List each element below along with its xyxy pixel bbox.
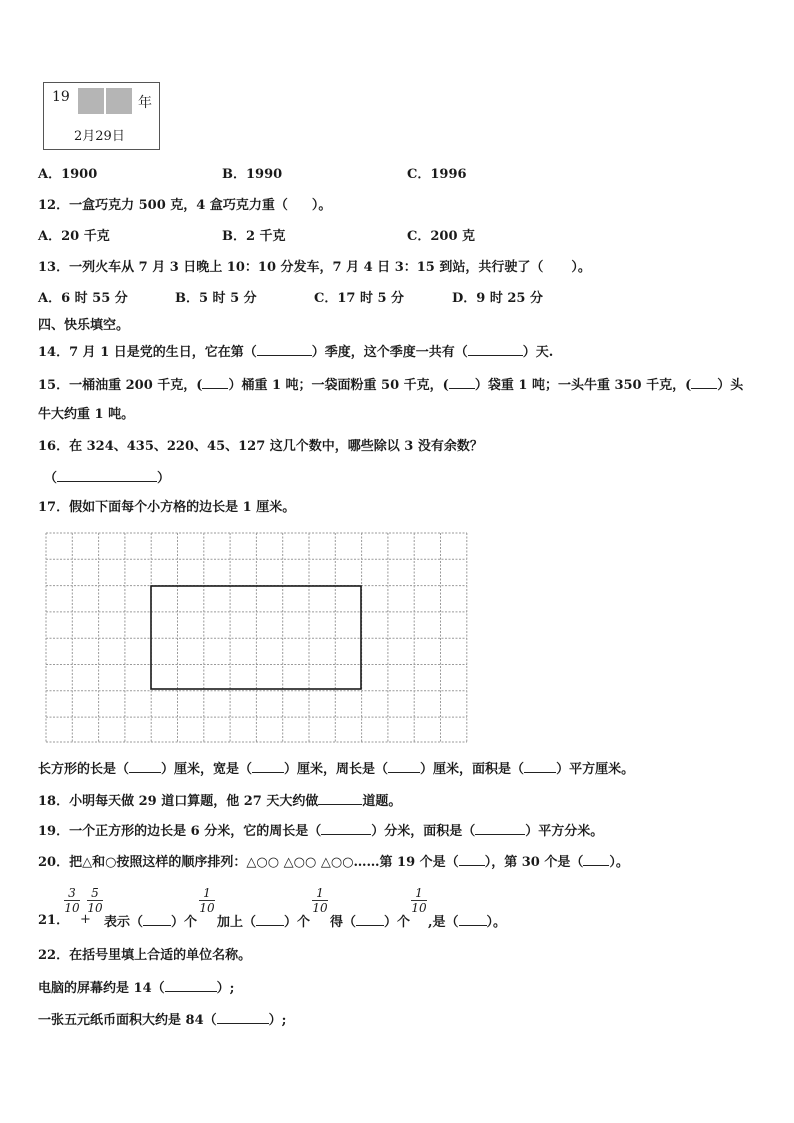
calendar-date: 2月29日 bbox=[74, 129, 125, 144]
answer-blank[interactable] bbox=[459, 853, 485, 866]
answer-blank[interactable] bbox=[129, 760, 161, 773]
q15-text-d: ）头 bbox=[717, 378, 744, 393]
q19-text-b: ）分米，面积是（ bbox=[371, 824, 476, 839]
q12-option-b: B．2 千克 bbox=[222, 229, 286, 244]
answer-blank[interactable] bbox=[165, 979, 217, 992]
q11-option-c: C．1996 bbox=[407, 167, 467, 182]
q21-text: 表示（ bbox=[104, 915, 144, 930]
numerator: 5 bbox=[91, 886, 99, 900]
q21-text: ,是（ bbox=[428, 915, 459, 930]
fraction bbox=[199, 887, 215, 915]
fraction bbox=[411, 887, 427, 915]
q22-text: 一张五元纸币面积大约是 84（ bbox=[38, 1013, 217, 1028]
q18-text-b: 道题。 bbox=[362, 794, 402, 809]
calendar-year-prefix: 19 bbox=[52, 89, 70, 105]
q14-text-c: ）天. bbox=[522, 345, 554, 360]
paren-close: ） bbox=[157, 471, 171, 486]
q22-text: ）; bbox=[268, 1013, 287, 1028]
q21-part4 bbox=[428, 913, 506, 931]
q13-question bbox=[38, 260, 591, 276]
answer-blank[interactable] bbox=[524, 760, 556, 773]
answer-blank[interactable] bbox=[356, 913, 384, 926]
q21-number: 21． bbox=[38, 913, 70, 928]
q17-text-e: ）平方厘米。 bbox=[556, 762, 635, 777]
plus-sign: + bbox=[80, 912, 91, 927]
answer-blank[interactable] bbox=[388, 760, 420, 773]
square-grid bbox=[45, 532, 469, 744]
q19-text-c: ）平方分米。 bbox=[525, 824, 604, 839]
q13-option-b: B．5 时 5 分 bbox=[175, 291, 257, 306]
denominator: 10 bbox=[411, 901, 427, 915]
q12-option-a: A．20 千克 bbox=[38, 229, 110, 244]
q16-stem: 16．在 324、435、220、45、127 这几个数中，哪些除以 3 没有余数？ bbox=[38, 439, 483, 454]
q16-answer bbox=[44, 469, 170, 487]
q13-stem-end: ）。 bbox=[571, 260, 591, 275]
grid-lines bbox=[46, 533, 467, 742]
answer-blank[interactable] bbox=[691, 376, 717, 389]
hidden-digit-box bbox=[106, 88, 132, 114]
q13-option-a: A．6 时 55 分 bbox=[38, 291, 128, 306]
q22-text: ）; bbox=[216, 981, 235, 996]
q21-text: ）个 bbox=[384, 915, 411, 930]
q17-text-a: 长方形的长是（ bbox=[38, 762, 130, 777]
q17-text-b: ）厘米，宽是（ bbox=[161, 762, 253, 777]
q17-text-d: ）厘米，面积是（ bbox=[420, 762, 525, 777]
q20-text-a: 20．把△和○按照这样的顺序排列：△○○ △○○ △○○……第 19 个是（ bbox=[38, 855, 459, 870]
calendar-card bbox=[43, 82, 160, 150]
q13-option-d: D．9 时 25 分 bbox=[452, 291, 543, 306]
paren-open: （ bbox=[44, 471, 58, 486]
q21-text: 得（ bbox=[330, 915, 357, 930]
q22-stem: 22．在括号里填上合适的单位名称。 bbox=[38, 948, 252, 963]
answer-blank[interactable] bbox=[321, 822, 371, 835]
q22-line1 bbox=[38, 979, 234, 997]
numerator: 1 bbox=[415, 886, 423, 900]
fraction bbox=[64, 887, 80, 915]
q21-part2 bbox=[217, 913, 310, 931]
fraction bbox=[312, 887, 328, 915]
q21-part1 bbox=[104, 913, 197, 931]
q17-stem: 17．假如下面每个小方格的边长是 1 厘米。 bbox=[38, 500, 296, 515]
q20-text-c: ）。 bbox=[609, 855, 629, 870]
q21-part3 bbox=[330, 913, 410, 931]
answer-blank[interactable] bbox=[318, 792, 362, 805]
q12-question bbox=[38, 198, 331, 214]
answer-blank[interactable] bbox=[459, 913, 487, 926]
numerator: 1 bbox=[316, 886, 324, 900]
fraction bbox=[87, 887, 103, 915]
q22-line2 bbox=[38, 1011, 286, 1029]
q21-text: ）。 bbox=[486, 915, 507, 930]
q15-line2: 牛大约重 1 吨。 bbox=[38, 407, 135, 422]
q12-stem-end: ）。 bbox=[311, 198, 332, 213]
q21-text: ）个 bbox=[284, 915, 311, 930]
denominator: 10 bbox=[87, 901, 103, 915]
q11-option-b: B．1990 bbox=[222, 167, 283, 182]
q18-text-a: 18．小明每天做 29 道口算题，他 27 天大约做 bbox=[38, 794, 319, 809]
answer-blank[interactable] bbox=[449, 376, 475, 389]
q19-text-a: 19．一个正方形的边长是 6 分米，它的周长是（ bbox=[38, 824, 322, 839]
denominator: 10 bbox=[64, 901, 80, 915]
numerator: 3 bbox=[68, 886, 76, 900]
q20-text-b: ），第 30 个是（ bbox=[484, 855, 584, 870]
q11-option-a: A．1900 bbox=[38, 167, 98, 182]
q15-text-a: 15．一桶油重 200 千克，( bbox=[38, 378, 203, 393]
q14-text-b: ）季度，这个季度一共有（ bbox=[311, 345, 468, 360]
answer-blank[interactable] bbox=[252, 760, 284, 773]
q12-stem: 12．一盒巧克力 500 克，4 盒巧克力重（ bbox=[38, 198, 288, 213]
answer-blank[interactable] bbox=[583, 853, 609, 866]
q13-stem: 13．一列火车从 7 月 3 日晚上 10：10 分发车，7 月 4 日 3：15 到站，共行驶了（ bbox=[38, 260, 544, 275]
q19-question bbox=[38, 822, 603, 840]
q20-question bbox=[38, 853, 629, 871]
q13-option-c: C．17 时 5 分 bbox=[314, 291, 405, 306]
section-heading: 四、快乐填空。 bbox=[38, 318, 130, 333]
answer-blank[interactable] bbox=[217, 1011, 269, 1024]
calendar-year-suffix: 年 bbox=[138, 95, 152, 111]
q21-text: ）个 bbox=[171, 915, 198, 930]
q15-text-b: ）桶重 1 吨；一袋面粉重 50 千克，( bbox=[228, 378, 449, 393]
q17-answer-line bbox=[38, 760, 634, 778]
q15-question bbox=[38, 376, 743, 394]
answer-blank[interactable] bbox=[202, 376, 228, 389]
answer-blank[interactable] bbox=[468, 343, 523, 356]
q15-text-c: ）袋重 1 吨；一头牛重 350 千克，( bbox=[474, 378, 692, 393]
numerator: 1 bbox=[203, 886, 211, 900]
q21-text: 加上（ bbox=[217, 915, 257, 930]
denominator: 10 bbox=[312, 901, 328, 915]
answer-blank[interactable] bbox=[475, 822, 525, 835]
answer-blank[interactable] bbox=[143, 913, 171, 926]
answer-blank[interactable] bbox=[257, 343, 312, 356]
q14-text-a: 14．7 月 1 日是党的生日，它在第（ bbox=[38, 345, 257, 360]
answer-blank[interactable] bbox=[256, 913, 284, 926]
q18-question bbox=[38, 792, 401, 810]
q12-option-c: C．200 克 bbox=[407, 229, 476, 244]
q22-text: 电脑的屏幕约是 14（ bbox=[38, 981, 165, 996]
hidden-digit-box bbox=[78, 88, 104, 114]
answer-blank[interactable] bbox=[57, 469, 157, 482]
denominator: 10 bbox=[199, 901, 215, 915]
q14-question bbox=[38, 343, 553, 361]
q17-text-c: ）厘米，周长是（ bbox=[284, 762, 389, 777]
